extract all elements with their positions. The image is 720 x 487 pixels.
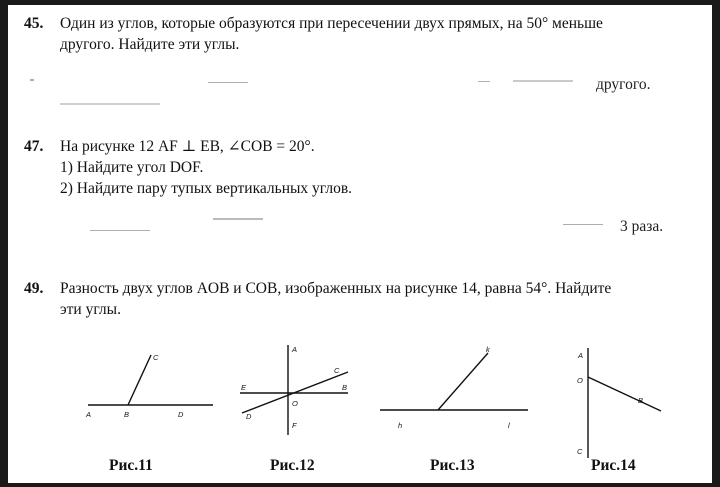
label-b: B: [638, 396, 644, 405]
label-f: F: [292, 421, 297, 430]
smudge-mark: [208, 82, 248, 83]
label-c: C: [153, 353, 159, 362]
problem-45-number: 45.: [24, 15, 44, 32]
figure-14-caption: Рис.14: [591, 457, 636, 474]
ray-k: [438, 353, 488, 410]
smudge-mark: [90, 230, 150, 231]
smudge-mark: [513, 80, 573, 82]
label-c: C: [334, 366, 340, 375]
problem-48-fragment: 3 раза.: [620, 218, 664, 235]
smudge-mark: [30, 79, 34, 81]
label-d: D: [246, 412, 252, 421]
problem-47-line3: 2) Найдите пару тупых вертикальных углов.: [60, 180, 353, 197]
figure-12-caption: Рис.12: [270, 457, 315, 474]
smudge-mark: [563, 224, 603, 225]
figure-11-caption: Рис.11: [109, 457, 153, 474]
textbook-page: [8, 5, 712, 483]
problem-49-line1: [24, 278, 611, 299]
figure-14: [577, 348, 661, 458]
figure-13-caption: Рис.13: [430, 457, 475, 474]
figure-12: [240, 345, 348, 435]
figure-11: [85, 353, 213, 419]
ray-ob: [588, 377, 661, 411]
problem-49-line2: эти углы.: [60, 301, 121, 318]
problem-45-text: Один из углов, которые образуются при пересечении двух прямых, на 50° меньше: [60, 15, 603, 32]
label-o: O: [292, 399, 298, 408]
label-b: B: [124, 410, 130, 419]
figure-13: [380, 345, 528, 430]
label-o: O: [577, 376, 583, 385]
label-a: A: [86, 410, 92, 419]
smudge-mark: [213, 218, 263, 220]
problem-49-number: 49.: [24, 280, 44, 297]
smudge-mark: [60, 103, 160, 105]
smudge-mark: [478, 81, 490, 82]
label-b: B: [342, 383, 348, 392]
figures-area: [8, 340, 712, 470]
problem-47-number: 47.: [24, 138, 44, 155]
problem-49: [24, 278, 611, 320]
problem-47: [24, 136, 352, 199]
label-h: h: [398, 421, 403, 430]
problem-47-line2: 1) Найдите угол DOF.: [60, 159, 204, 176]
problem-47-line1: [24, 136, 352, 157]
label-l: l: [508, 421, 510, 430]
label-c: C: [577, 447, 583, 456]
label-k: k: [486, 345, 490, 354]
label-a: A: [578, 351, 584, 360]
label-e: E: [241, 383, 247, 392]
problem-45-line2: другого. Найдите эти углы.: [60, 36, 240, 53]
problem-49-text: Разность двух углов AOB и COB, изображенных на рисунке 14, равна 54°. Найдите: [60, 280, 612, 297]
problem-45: [24, 13, 603, 55]
problem-47-text: На рисунке 12 AF ⊥ EB, ∠COB = 20°.: [60, 138, 315, 155]
problem-45-line1: [24, 13, 603, 34]
ray-bc: [128, 355, 151, 405]
label-d: D: [178, 410, 184, 419]
label-a: A: [292, 345, 298, 354]
problem-46-fragment: другого.: [596, 76, 651, 93]
